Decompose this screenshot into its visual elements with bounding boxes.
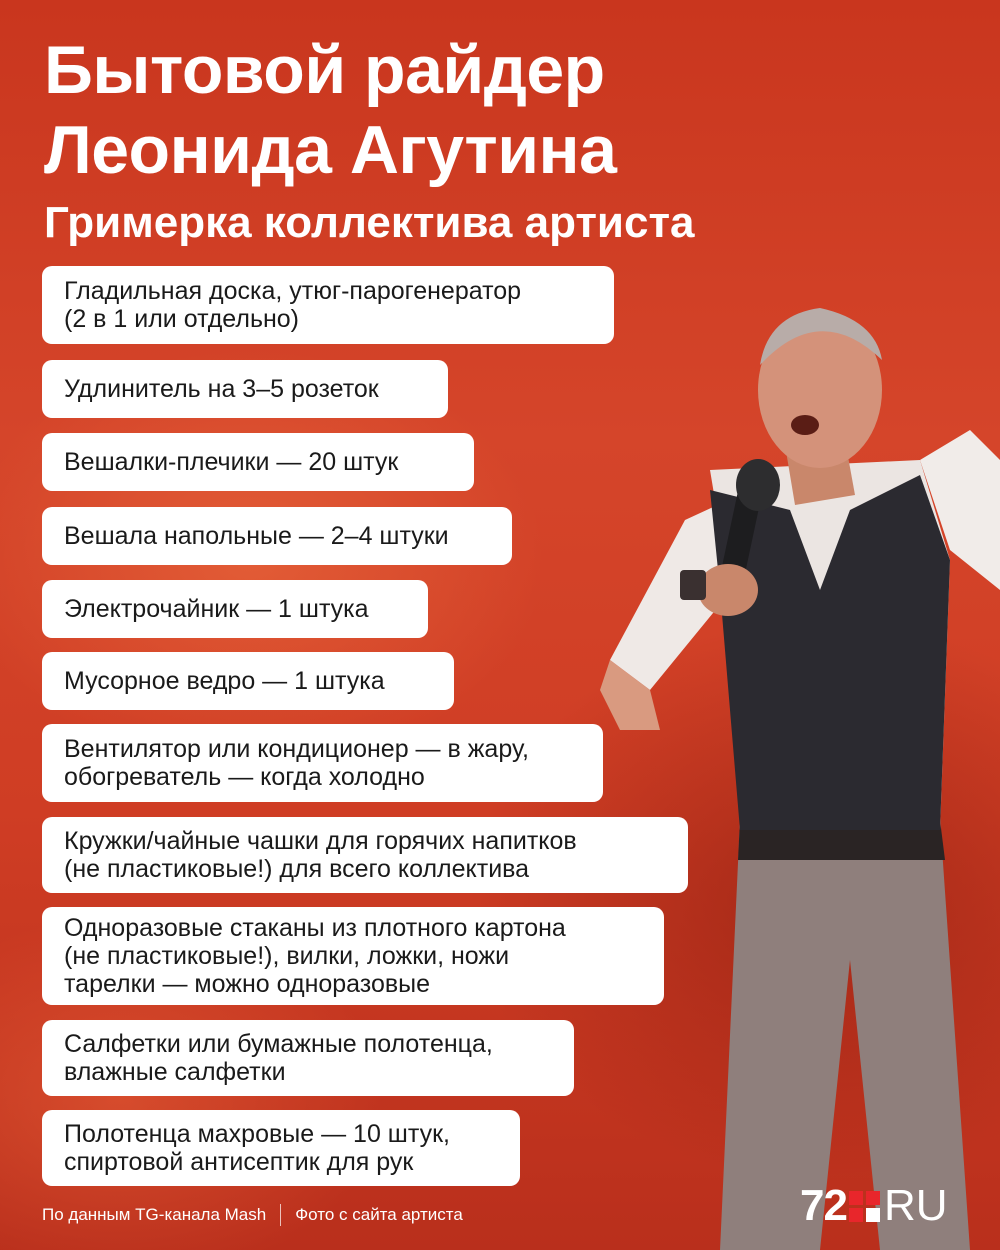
rider-item-7: Вентилятор или кондиционер — в жару, обогреватель — когда холодно: [42, 724, 603, 802]
rider-item-2: Удлинитель на 3–5 розеток: [42, 360, 448, 418]
rider-item-9: Одноразовые стаканы из плотного картона (не пластиковые!), вилки, ложки, ножи тарелки — можно одноразовые: [42, 907, 664, 1005]
rider-item-8: Кружки/чайные чашки для горячих напитков (не пластиковые!) для всего коллектива: [42, 817, 688, 893]
page-subtitle: Гримерка коллектива артиста: [44, 198, 695, 247]
logo-squares-icon: [849, 1191, 880, 1222]
rider-item-5: Электрочайник — 1 штука: [42, 580, 428, 638]
rider-item-10: Салфетки или бумажные полотенца, влажные салфетки: [42, 1020, 574, 1096]
source-credit: По данным TG-канала Mash: [42, 1205, 267, 1224]
logo-number: 72: [800, 1181, 847, 1230]
photo-credit: Фото с сайта артиста: [295, 1205, 463, 1224]
rider-item-1: Гладильная доска, утюг-парогенератор (2 в 1 или отдельно): [42, 266, 614, 344]
footer-credits: [42, 1204, 463, 1226]
rider-item-3: Вешалки-плечики — 20 штук: [42, 433, 474, 491]
footer-divider: [280, 1204, 281, 1226]
page-title: Бытовой райдер Леонида Агутина: [44, 32, 617, 188]
singer-photo: [590, 260, 1000, 1250]
logo-suffix: RU: [883, 1181, 948, 1230]
site-logo: [800, 1181, 948, 1230]
rider-item-11: Полотенца махровые — 10 штук, спиртовой антисептик для рук: [42, 1110, 520, 1186]
rider-item-4: Вешала напольные — 2–4 штуки: [42, 507, 512, 565]
rider-item-6: Мусорное ведро — 1 штука: [42, 652, 454, 710]
